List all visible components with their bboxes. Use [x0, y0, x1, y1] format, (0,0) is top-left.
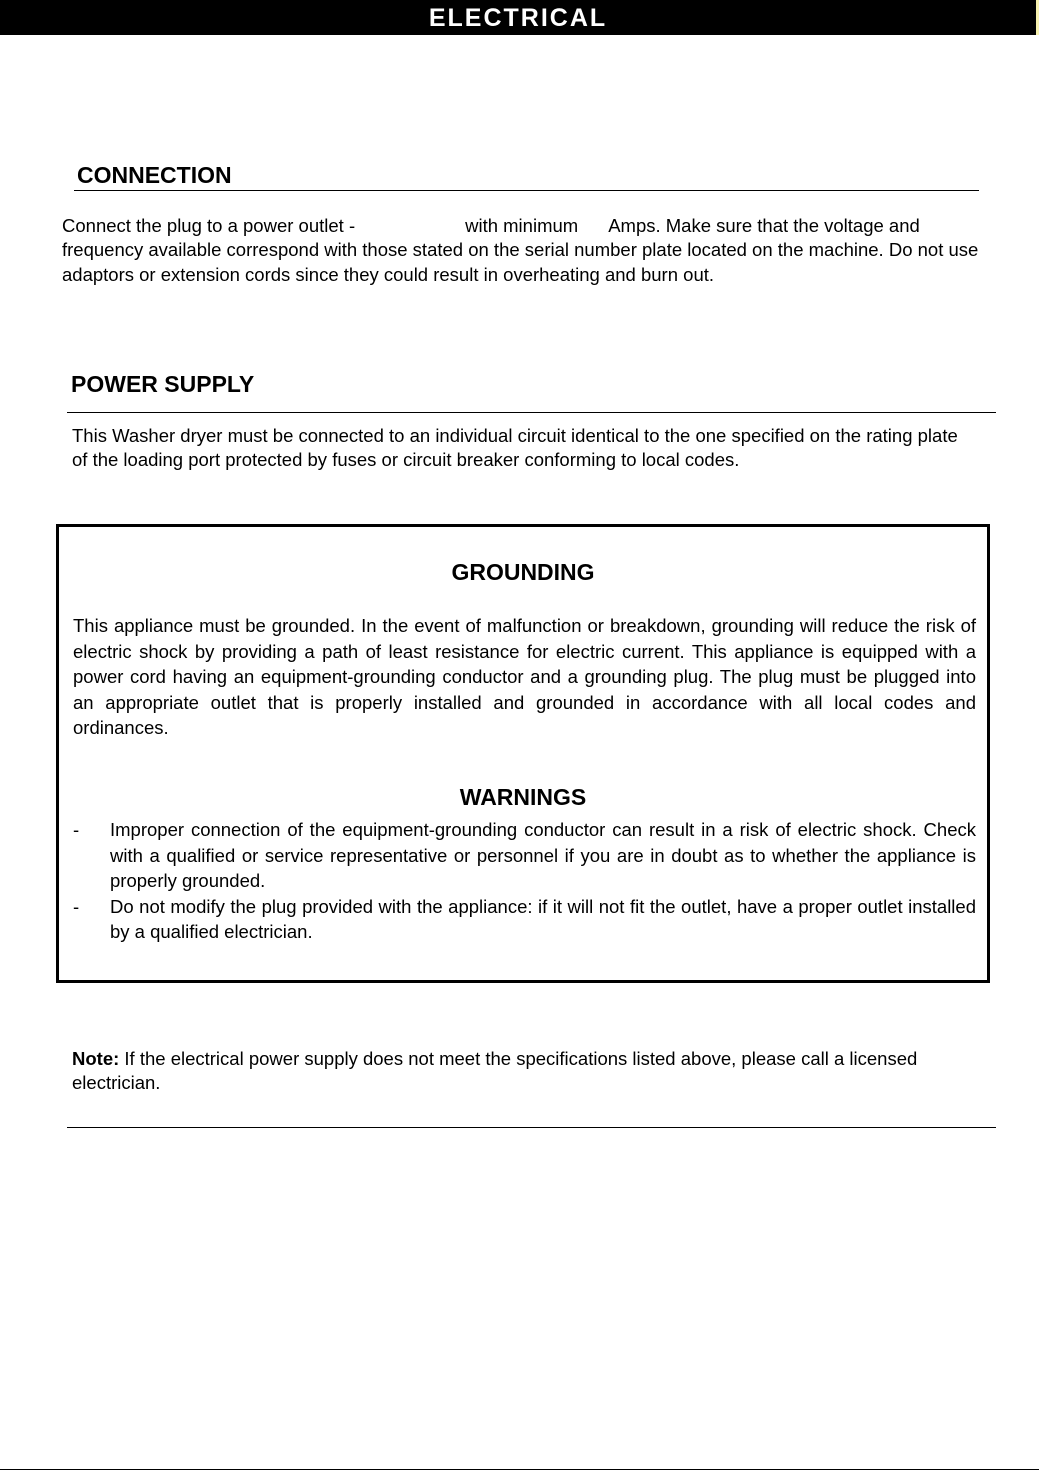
- warnings-list: [73, 817, 976, 945]
- connection-text-part1: Connect the plug to a power outlet -: [62, 215, 356, 236]
- grounding-title: GROUNDING: [451, 559, 595, 585]
- grounding-warning-box: [56, 524, 990, 983]
- connection-title: CONNECTION: [77, 162, 232, 188]
- note-divider: [67, 1127, 996, 1128]
- connection-divider: [74, 190, 979, 191]
- warning-bullet: -: [73, 819, 80, 840]
- warnings-title: WARNINGS: [459, 784, 587, 810]
- note-text: [72, 1047, 982, 1096]
- warning-item: [73, 817, 976, 894]
- power-supply-title: POWER SUPPLY: [71, 371, 255, 397]
- connection-text-part3: Amps. Make sure that the voltage and frequency available correspond with those stated on the serial number plate located on the machine. Do not use adaptors or extension cords since they could result in overheating and burn out.: [62, 215, 979, 285]
- grounding-text: This appliance must be grounded. In the event of malfunction or breakdown, grounding will reduce the risk of electric shock by providing a path of least resistance for electric current. This appliance is equipped with a power cord having an equipment-grounding conductor and a grounding plug. The plug must be plugged into an appropriate outlet that is properly installed and grounded in accordance with all local codes and ordinances.: [73, 615, 976, 738]
- note-body: If the electrical power supply does not meet the specifications listed above, please call a licensed electrician.: [72, 1048, 918, 1094]
- warning-item-text: Do not modify the plug provided with the appliance: if it will not fit the outlet, have a proper outlet installed by a qualified electrician.: [110, 895, 976, 942]
- power-supply-text: This Washer dryer must be connected to an individual circuit identical to the one specified on the rating plate of the loading port protected by fuses or circuit breaker conforming to local codes.: [72, 425, 958, 471]
- warning-item-text: Improper connection of the equipment-grounding conductor can result in a risk of electric shock. Check with a qualified or service representative or personnel if you are in doubt as to whether the appliance is properly grounded.: [110, 819, 976, 891]
- page-header-title: ELECTRICAL: [428, 4, 608, 32]
- page-header-bar: [0, 0, 1036, 35]
- connection-text-part2: with minimum: [465, 215, 579, 236]
- warning-bullet: -: [73, 895, 80, 917]
- page-bottom-edge: [0, 1469, 1039, 1470]
- warning-item: [73, 894, 976, 945]
- connection-text: [62, 214, 987, 287]
- note-label: Note:: [72, 1048, 120, 1069]
- power-supply-divider: [67, 412, 996, 413]
